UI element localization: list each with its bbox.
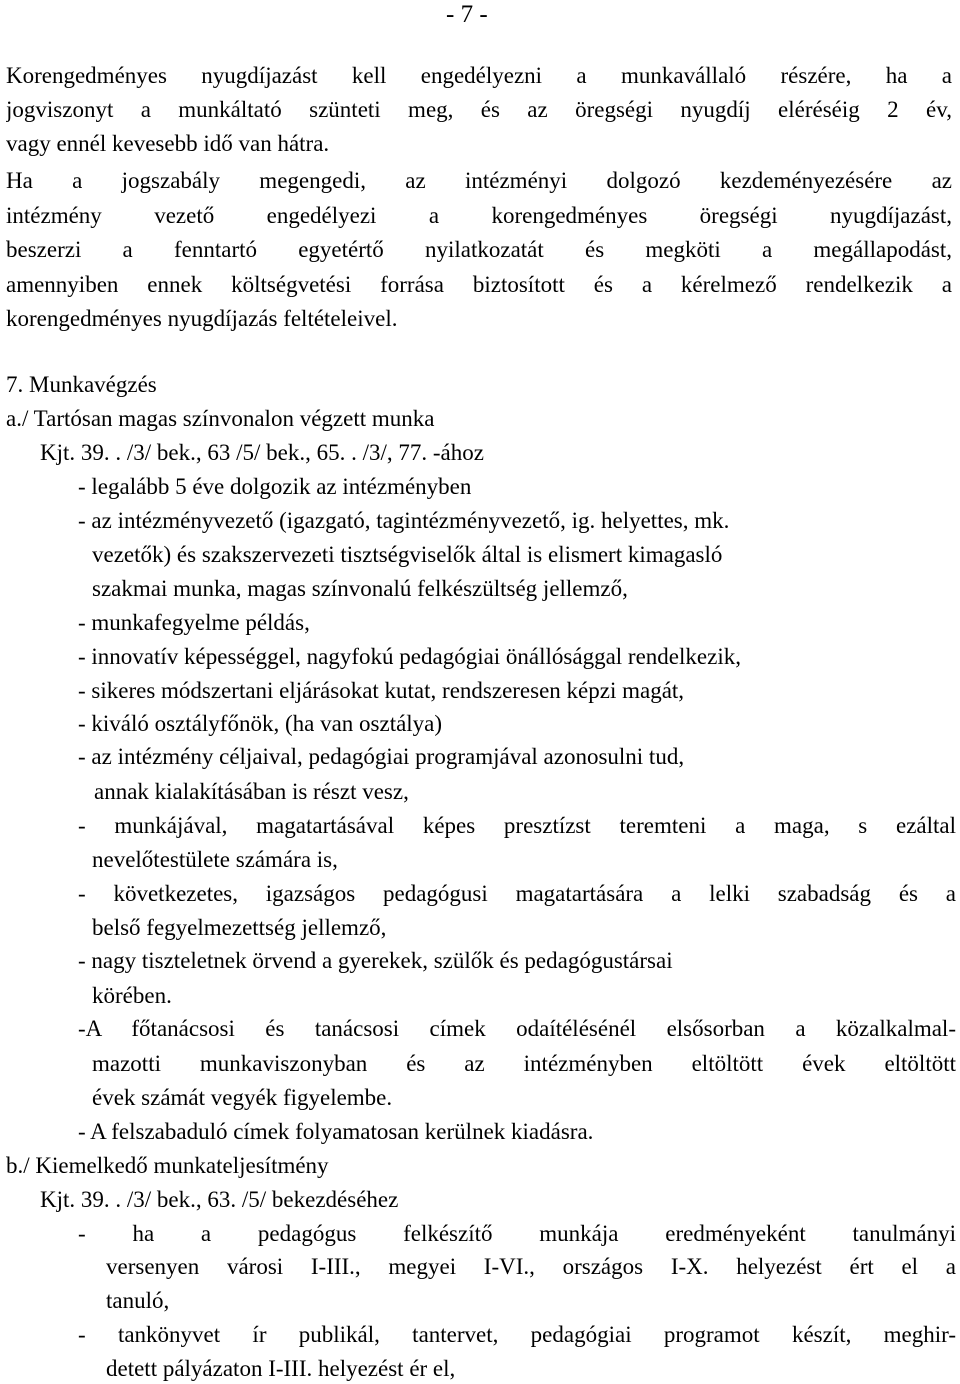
list-item-continuation: annak kialakításában is részt vesz, xyxy=(94,779,409,804)
subsection-title: b./ Kiemelkedő munkateljesítmény xyxy=(6,1153,329,1178)
list-item: - kiváló osztályfőnök, (ha van osztálya) xyxy=(78,711,443,736)
list-item-continuation: körében. xyxy=(92,983,172,1008)
list-item: - legalább 5 éve dolgozik az intézményben xyxy=(78,474,472,499)
list-item-continuation: nevelőtestülete számára is, xyxy=(92,847,338,872)
list-item-continuation: tanuló, xyxy=(106,1288,170,1313)
page-number: - 7 - xyxy=(446,1,488,28)
text-line: amennyiben ennek költségvetési forrása biztosított és a kérelmező rendelkezik a xyxy=(6,272,952,297)
list-item: - az intézményvezető (igazgató, tagintézményvezető, ig. helyettes, mk. xyxy=(78,508,730,533)
list-item: - nagy tiszteletnek örvend a gyerekek, szülők és pedagógustársai xyxy=(78,948,673,973)
legal-reference: Kjt. 39. . /3/ bek., 63 /5/ bek., 65. . /3/, 77. -ához xyxy=(40,440,484,465)
list-item: - az intézmény céljaival, pedagógiai programjával azonosulni tud, xyxy=(78,744,685,769)
list-item: - munkafegyelme példás, xyxy=(78,610,310,635)
list-item-continuation: detett pályázaton I-III. helyezést ér el, xyxy=(106,1356,456,1381)
text-line: Ha a jogszabály megengedi, az intézményi dolgozó kezdeményezésére az xyxy=(6,168,952,193)
list-item-continuation: vezetők) és szakszervezeti tisztségviselők által is elismert kimagasló xyxy=(92,542,723,567)
list-item: - következetes, igazságos pedagógusi magatartására a lelki szabadság és a xyxy=(78,881,956,906)
list-item: - tankönyvet ír publikál, tantervet, pedagógiai programot készít, meghir- xyxy=(78,1322,956,1347)
list-item: - ha a pedagógus felkészítő munkája eredményeként tanulmányi xyxy=(78,1221,956,1246)
section-title: 7. Munkavégzés xyxy=(6,372,157,397)
list-item: - sikeres módszertani eljárásokat kutat, rendszeresen képzi magát, xyxy=(78,678,685,703)
list-item-continuation: szakmai munka, magas színvonalú felkészültség jellemző, xyxy=(92,576,628,601)
legal-reference: Kjt. 39. . /3/ bek., 63. /5/ bekezdéséhez xyxy=(40,1187,399,1212)
text-line: Korengedményes nyugdíjazást kell engedélyezni a munkavállaló részére, ha a xyxy=(6,63,952,88)
list-item: -A főtanácsosi és tanácsosi címek odaítélésénél elsősorban a közalkalmal- xyxy=(78,1016,956,1041)
list-item-continuation: belső fegyelmezettség jellemző, xyxy=(92,915,387,940)
text-line: beszerzi a fenntartó egyetértő nyilatkozatát és megköti a megállapodást, xyxy=(6,237,952,262)
list-item: - innovatív képességgel, nagyfokú pedagógiai önállósággal rendelkezik, xyxy=(78,644,741,669)
text-line: vagy ennél kevesebb idő van hátra. xyxy=(6,131,330,156)
list-item-continuation: versenyen városi I-III., megyei I-VI., országos I-X. helyezést ért el a xyxy=(106,1254,956,1279)
list-item: - A felszabaduló címek folyamatosan kerülnek kiadásra. xyxy=(78,1119,594,1144)
list-item: - munkájával, magatartásával képes presztízst teremteni a maga, s ezáltal xyxy=(78,813,956,838)
text-line: intézmény vezető engedélyezi a korengedményes öregségi nyugdíjazást, xyxy=(6,203,952,228)
subsection-title: a./ Tartósan magas színvonalon végzett munka xyxy=(6,406,435,431)
text-line: korengedményes nyugdíjazás feltételeivel. xyxy=(6,306,398,331)
list-item-continuation: évek számát vegyék figyelembe. xyxy=(92,1085,393,1110)
text-line: jogviszonyt a munkáltató szünteti meg, és az öregségi nyugdíj eléréséig 2 év, xyxy=(6,97,952,122)
list-item-continuation: mazotti munkaviszonyban és az intézményben eltöltött évek eltöltött xyxy=(92,1051,956,1076)
